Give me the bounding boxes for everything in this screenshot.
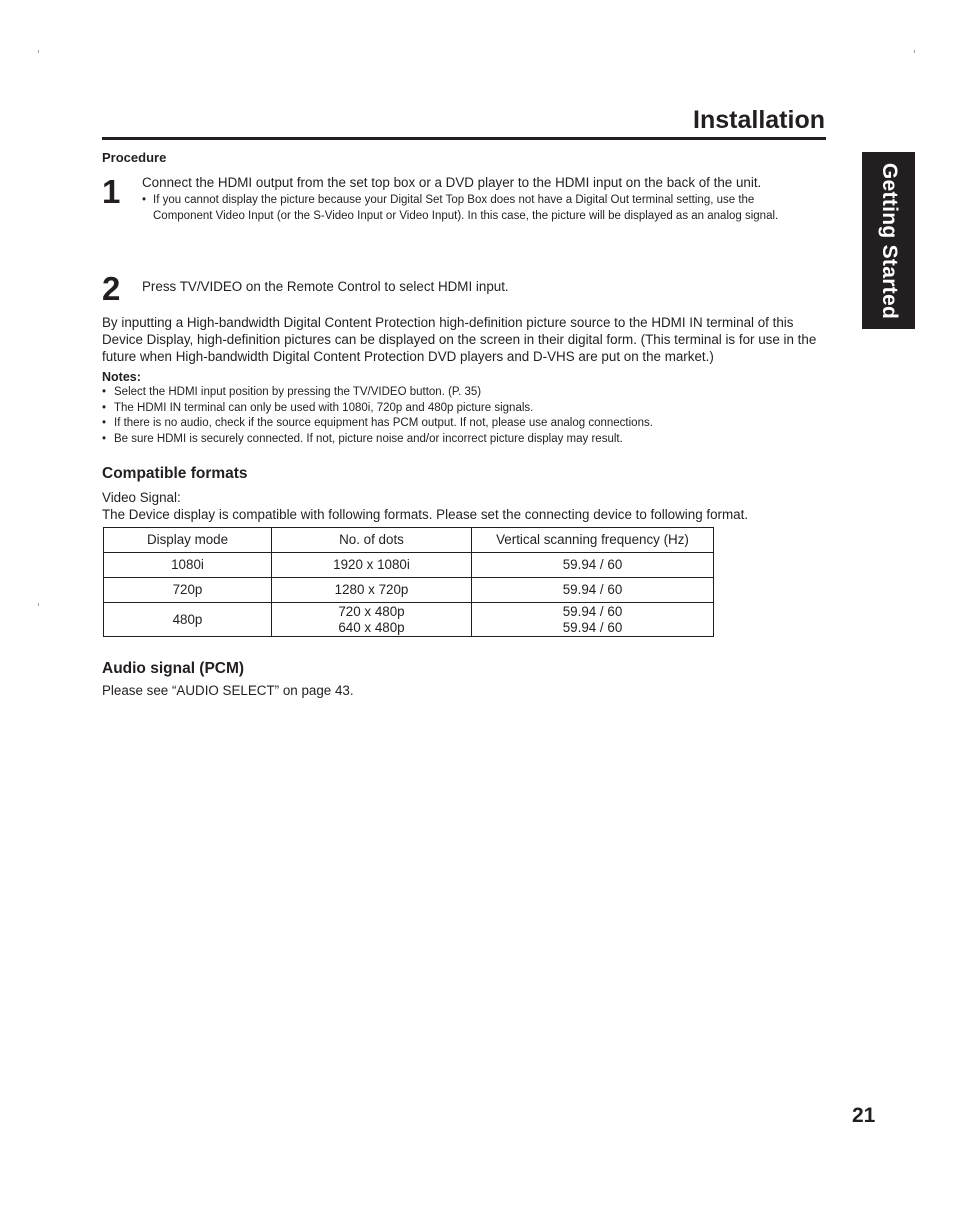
column-header-frequency: Vertical scanning frequency (Hz) [472, 528, 714, 553]
note-item: • If there is no audio, check if the source equipment has PCM output. If not, please use analog connections. [102, 416, 802, 432]
step-number-2: 2 [102, 270, 121, 307]
cell-frequency-line: 59.94 / 60 [562, 603, 623, 619]
cell-display-mode: 1080i [104, 553, 272, 578]
step-1-text: Connect the HDMI output from the set top box or a DVD player to the HDMI input on the back of the unit. [142, 175, 762, 190]
video-signal-label: Video Signal: [102, 490, 181, 505]
page-title: Installation [693, 106, 825, 134]
hdcp-paragraph: By inputting a High-bandwidth Digital Content Protection high-definition picture source to the HDMI IN terminal of this Device Display, high-definition pictures can be displayed on the screen in their digital form. (This terminal is for use in the future when High-bandwidth Digital Content Protection DVD players and D-VHS are put on the market.) [102, 315, 817, 364]
cell-dots-line: 720 x 480p [338, 603, 405, 619]
crop-mark [38, 50, 39, 53]
title-rule [102, 137, 826, 140]
cell-display-mode: 480p [104, 603, 272, 637]
step-1-note [142, 193, 802, 224]
cell-frequency: 59.94 / 60 [472, 553, 714, 578]
table-header-row [104, 528, 714, 553]
section-tab [862, 152, 915, 329]
notes-heading: Notes: [102, 370, 141, 384]
formats-table [103, 527, 714, 637]
step-number-1: 1 [102, 173, 121, 210]
section-tab-label: Getting Started [877, 162, 901, 319]
notes-list [102, 385, 802, 447]
cell-dots-line: 640 x 480p [338, 619, 405, 635]
crop-mark [914, 50, 915, 53]
cell-frequency-line: 59.94 / 60 [562, 619, 623, 635]
column-header-display-mode: Display mode [104, 528, 272, 553]
compatible-description: The Device display is compatible with following formats. Please set the connecting device to following format. [102, 507, 749, 522]
cell-display-mode: 720p [104, 578, 272, 603]
step-1-note-text: If you cannot display the picture because your Digital Set Top Box does not have a Digital Out terminal setting, use the Component Video Input (or the S-Video Input or Video Input). In this case, the picture will be displayed as an analog signal. [153, 194, 779, 222]
procedure-label: Procedure [102, 150, 167, 165]
step-2-text: Press TV/VIDEO on the Remote Control to select HDMI input. [142, 279, 509, 294]
note-item: • Select the HDMI input position by pressing the TV/VIDEO button. (P. 35) [102, 385, 802, 401]
note-item: • Be sure HDMI is securely connected. If not, picture noise and/or incorrect picture display may result. [102, 432, 802, 448]
table-row [104, 603, 714, 637]
note-item: • The HDMI IN terminal can only be used with 1080i, 720p and 480p picture signals. [102, 401, 802, 417]
cell-frequency: 59.94 / 60 [472, 578, 714, 603]
cell-dots: 1280 x 720p [272, 578, 472, 603]
compatible-formats-heading: Compatible formats [102, 465, 248, 482]
cell-frequency [472, 603, 714, 637]
page-number: 21 [852, 1104, 876, 1127]
cell-dots: 1920 x 1080i [272, 553, 472, 578]
audio-signal-heading: Audio signal (PCM) [102, 660, 245, 677]
bullet: • [142, 194, 147, 206]
table-row [104, 578, 714, 603]
cell-dots [272, 603, 472, 637]
crop-mark [38, 603, 39, 606]
column-header-dots: No. of dots [272, 528, 472, 553]
audio-signal-text: Please see “AUDIO SELECT” on page 43. [102, 683, 354, 698]
table-row [104, 553, 714, 578]
